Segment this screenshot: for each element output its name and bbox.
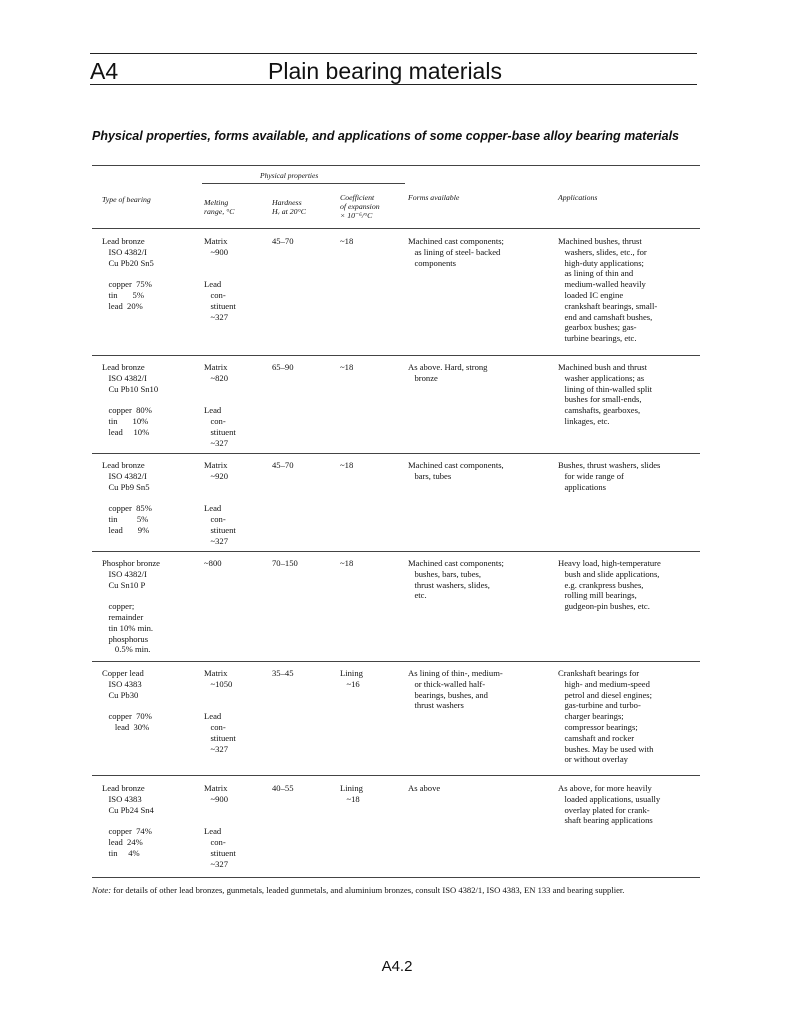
row-1-expansion: ~18 bbox=[340, 236, 354, 246]
properties-table bbox=[92, 165, 700, 875]
row-6-forms: As above bbox=[408, 783, 441, 793]
row-1-hardness: 45–70 bbox=[272, 236, 294, 246]
col-header-applications: Applications bbox=[558, 193, 598, 202]
page-header bbox=[90, 53, 697, 87]
row-4-expansion: ~18 bbox=[340, 558, 354, 568]
row-5-forms: As lining of thin-, medium- or thick-walled half- bearings, bushes, and thrust washers bbox=[408, 668, 503, 711]
page-number: A4.2 bbox=[381, 958, 413, 975]
row-6-melting: Matrix ~900 Lead con- stituent ~327 bbox=[204, 783, 236, 869]
row-2-type: Lead bronze ISO 4382/I Cu Pb10 Sn10 copper 80% tin 10% lead 10% bbox=[102, 362, 159, 437]
col-header-forms: Forms available bbox=[408, 193, 460, 202]
row-1-type: Lead bronze ISO 4382/I Cu Pb20 Sn5 copper 75% tin 5% lead 20% bbox=[102, 236, 154, 311]
row-5-hardness: 35–45 bbox=[272, 668, 294, 678]
col-header-type: Type of bearing bbox=[102, 195, 151, 204]
row-3-applications: Bushes, thrust washers, slides for wide range of applications bbox=[558, 460, 661, 492]
row-5-melting: Matrix ~1050 Lead con- stituent ~327 bbox=[204, 668, 236, 754]
row-4-type: Phosphor bronze ISO 4382/I Cu Sn10 P copper; remainder tin 10% min. phosphorus 0.5% min. bbox=[102, 558, 160, 655]
row-3-melting: Matrix ~920 Lead con- stituent ~327 bbox=[204, 460, 236, 546]
page-title: Plain bearing materials bbox=[268, 58, 502, 84]
row-separator bbox=[92, 355, 700, 356]
header-bottom-rule bbox=[92, 228, 700, 229]
row-5-type: Copper lead ISO 4383 Cu Pb30 copper 70% lead 30% bbox=[102, 668, 152, 732]
row-separator bbox=[92, 661, 700, 662]
table-bottom-rule bbox=[92, 877, 700, 878]
row-4-hardness: 70–150 bbox=[272, 558, 298, 568]
row-4-melting: ~800 bbox=[204, 558, 222, 568]
footnote-text: for details of other lead bronzes, gunmetals, leaded gunmetals, and aluminium bronzes, consult ISO 4382/1, ISO 4383, EN 133 and bearing supplier. bbox=[111, 885, 625, 895]
section-code: A4 bbox=[90, 58, 119, 84]
row-6-applications: As above, for more heavily loaded applications, usually overlay plated for crank- shaft bearing applications bbox=[558, 783, 661, 826]
row-2-hardness: 65–90 bbox=[272, 362, 294, 372]
col-header-expansion: Coefficient of expansion × 10⁻⁶/°C bbox=[340, 193, 380, 220]
footnote-label: Note: bbox=[92, 885, 112, 895]
row-6-expansion: Lining ~18 bbox=[340, 783, 363, 804]
group-header-physical-properties: Physical properties bbox=[260, 171, 319, 180]
row-1-melting: Matrix ~900 Lead con- stituent ~327 bbox=[204, 236, 236, 322]
row-1-applications: Machined bushes, thrust washers, slides, etc., for high-duty applications; as lining of thin and medium-walled heavily loaded IC engine crankshaft bearings, small- end and camshaft bushes, gearbox bushes; gas- turbine bearings, etc. bbox=[558, 236, 658, 344]
row-3-expansion: ~18 bbox=[340, 460, 354, 470]
row-1-forms: Machined cast components; as lining of steel- backed components bbox=[408, 236, 504, 268]
row-3-forms: Machined cast components, bars, tubes bbox=[408, 460, 504, 481]
table-top-rule bbox=[92, 165, 700, 166]
row-5-applications: Crankshaft bearings for high- and medium-speed petrol and diesel engines; gas-turbine and turbo- charger bearings; compressor bearings; camshaft and rocker bushes. May be used with or without overlay bbox=[558, 668, 654, 765]
row-3-type: Lead bronze ISO 4382/I Cu Pb9 Sn5 copper 85% tin 5% lead 9% bbox=[102, 460, 152, 535]
row-separator bbox=[92, 551, 700, 552]
row-separator bbox=[92, 453, 700, 454]
row-3-hardness: 45–70 bbox=[272, 460, 294, 470]
row-4-applications: Heavy load, high-temperature bush and slide applications, e.g. crankpress bushes, rolling mill bearings, gudgeon-pin bushes, etc. bbox=[558, 558, 661, 612]
row-separator bbox=[92, 775, 700, 776]
footnote bbox=[92, 885, 702, 897]
row-2-melting: Matrix ~820 Lead con- stituent ~327 bbox=[204, 362, 236, 448]
row-2-expansion: ~18 bbox=[340, 362, 354, 372]
col-header-hardness: Hardness Hᵥ at 20°C bbox=[272, 198, 306, 216]
header-rule-bottom bbox=[90, 84, 697, 85]
row-5-expansion: Lining ~16 bbox=[340, 668, 363, 689]
row-6-type: Lead bronze ISO 4383 Cu Pb24 Sn4 copper 74% lead 24% tin 4% bbox=[102, 783, 154, 858]
table-caption: Physical properties, forms available, and applications of some copper-base alloy bearing materials bbox=[92, 129, 680, 143]
col-header-melting: Melting range, °C bbox=[204, 198, 235, 216]
row-2-forms: As above. Hard, strong bronze bbox=[408, 362, 488, 383]
group-header-rule bbox=[202, 183, 405, 184]
row-2-applications: Machined bush and thrust washer applications; as lining of thin-walled split bushes for small-ends, camshafts, gearboxes, linkages, etc. bbox=[558, 362, 653, 426]
row-4-forms: Machined cast components; bushes, bars, tubes, thrust washers, slides, etc. bbox=[408, 558, 504, 601]
row-6-hardness: 40–55 bbox=[272, 783, 294, 793]
header-rule-top bbox=[90, 53, 697, 54]
